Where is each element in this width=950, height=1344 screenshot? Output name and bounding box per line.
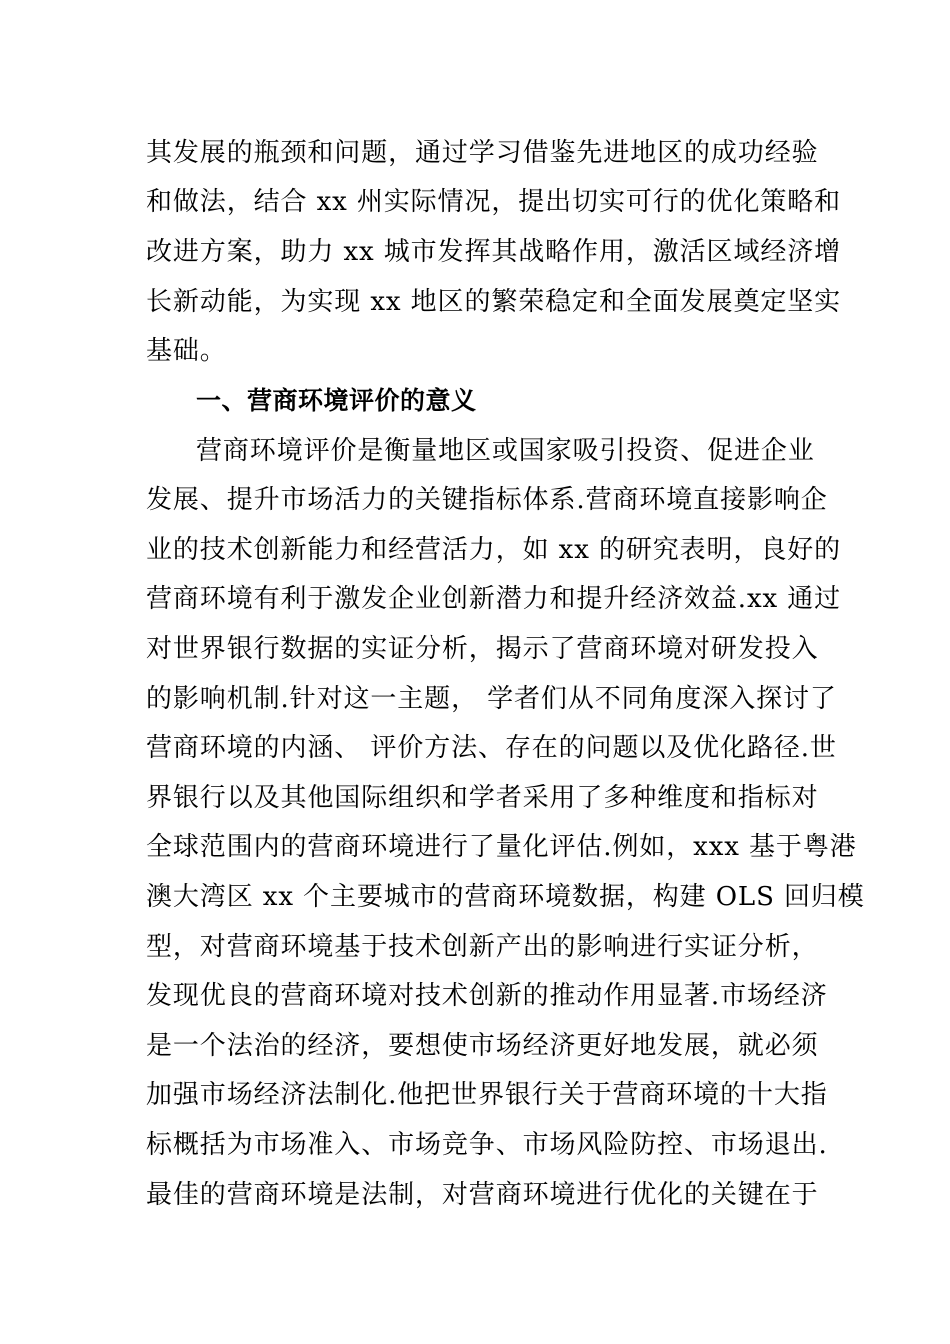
intro-line-5: 基础。 bbox=[146, 336, 227, 366]
body-line-6: 的影响机制.针对这一主题， 学者们从不同角度深入探讨了 bbox=[146, 684, 837, 714]
body-line-13: 是一个法治的经济，要想使市场经济更好地发展，就必须 bbox=[146, 1031, 819, 1061]
body-line-14: 加强市场经济法制化.他把世界银行关于营商环境的十大指 bbox=[146, 1080, 828, 1110]
body-line-1: 营商环境评价是衡量地区或国家吸引投资、促进企业 bbox=[196, 436, 815, 466]
body-line-15: 标概括为市场准入、市场竞争、市场风险防控、市场退出. bbox=[146, 1130, 828, 1160]
body-line-16: 最佳的营商环境是法制，对营商环境进行优化的关键在于 bbox=[146, 1180, 819, 1210]
intro-line-3: 改进方案，助力 xx 城市发挥其战略作用，激活区域经济增 bbox=[146, 237, 842, 267]
intro-line-2: 和做法，结合 xx 州实际情况，提出切实可行的优化策略和 bbox=[146, 187, 842, 217]
section-heading: 一、营商环境评价的意义 bbox=[196, 386, 477, 415]
body-line-4: 营商环境有利于激发企业创新潜力和提升经济效益.xx 通过 bbox=[146, 584, 842, 614]
body-line-8: 界银行以及其他国际组织和学者采用了多种维度和指标对 bbox=[146, 783, 819, 813]
body-line-11: 型，对营商环境基于技术创新产出的影响进行实证分析， bbox=[146, 932, 819, 962]
body-line-2: 发展、提升市场活力的关键指标体系.营商环境直接影响企 bbox=[146, 485, 828, 515]
body-line-12: 发现优良的营商环境对技术创新的推动作用显著.市场经济 bbox=[146, 981, 828, 1011]
body-line-5: 对世界银行数据的实证分析，揭示了营商环境对研发投入 bbox=[146, 634, 819, 664]
intro-line-1: 其发展的瓶颈和问题，通过学习借鉴先进地区的成功经验 bbox=[146, 138, 819, 168]
body-line-10: 澳大湾区 xx 个主要城市的营商环境数据，构建 OLS 回归模 bbox=[146, 882, 865, 912]
body-line-3: 业的技术创新能力和经营活力，如 xx 的研究表明，良好的 bbox=[146, 535, 842, 565]
body-line-9: 全球范围内的营商环境进行了量化评估.例如，xxx 基于粤港 bbox=[146, 832, 857, 862]
intro-line-4: 长新动能，为实现 xx 地区的繁荣稳定和全面发展奠定坚实 bbox=[146, 287, 842, 317]
body-line-7: 营商环境的内涵、 评价方法、存在的问题以及优化路径.世 bbox=[146, 733, 837, 763]
